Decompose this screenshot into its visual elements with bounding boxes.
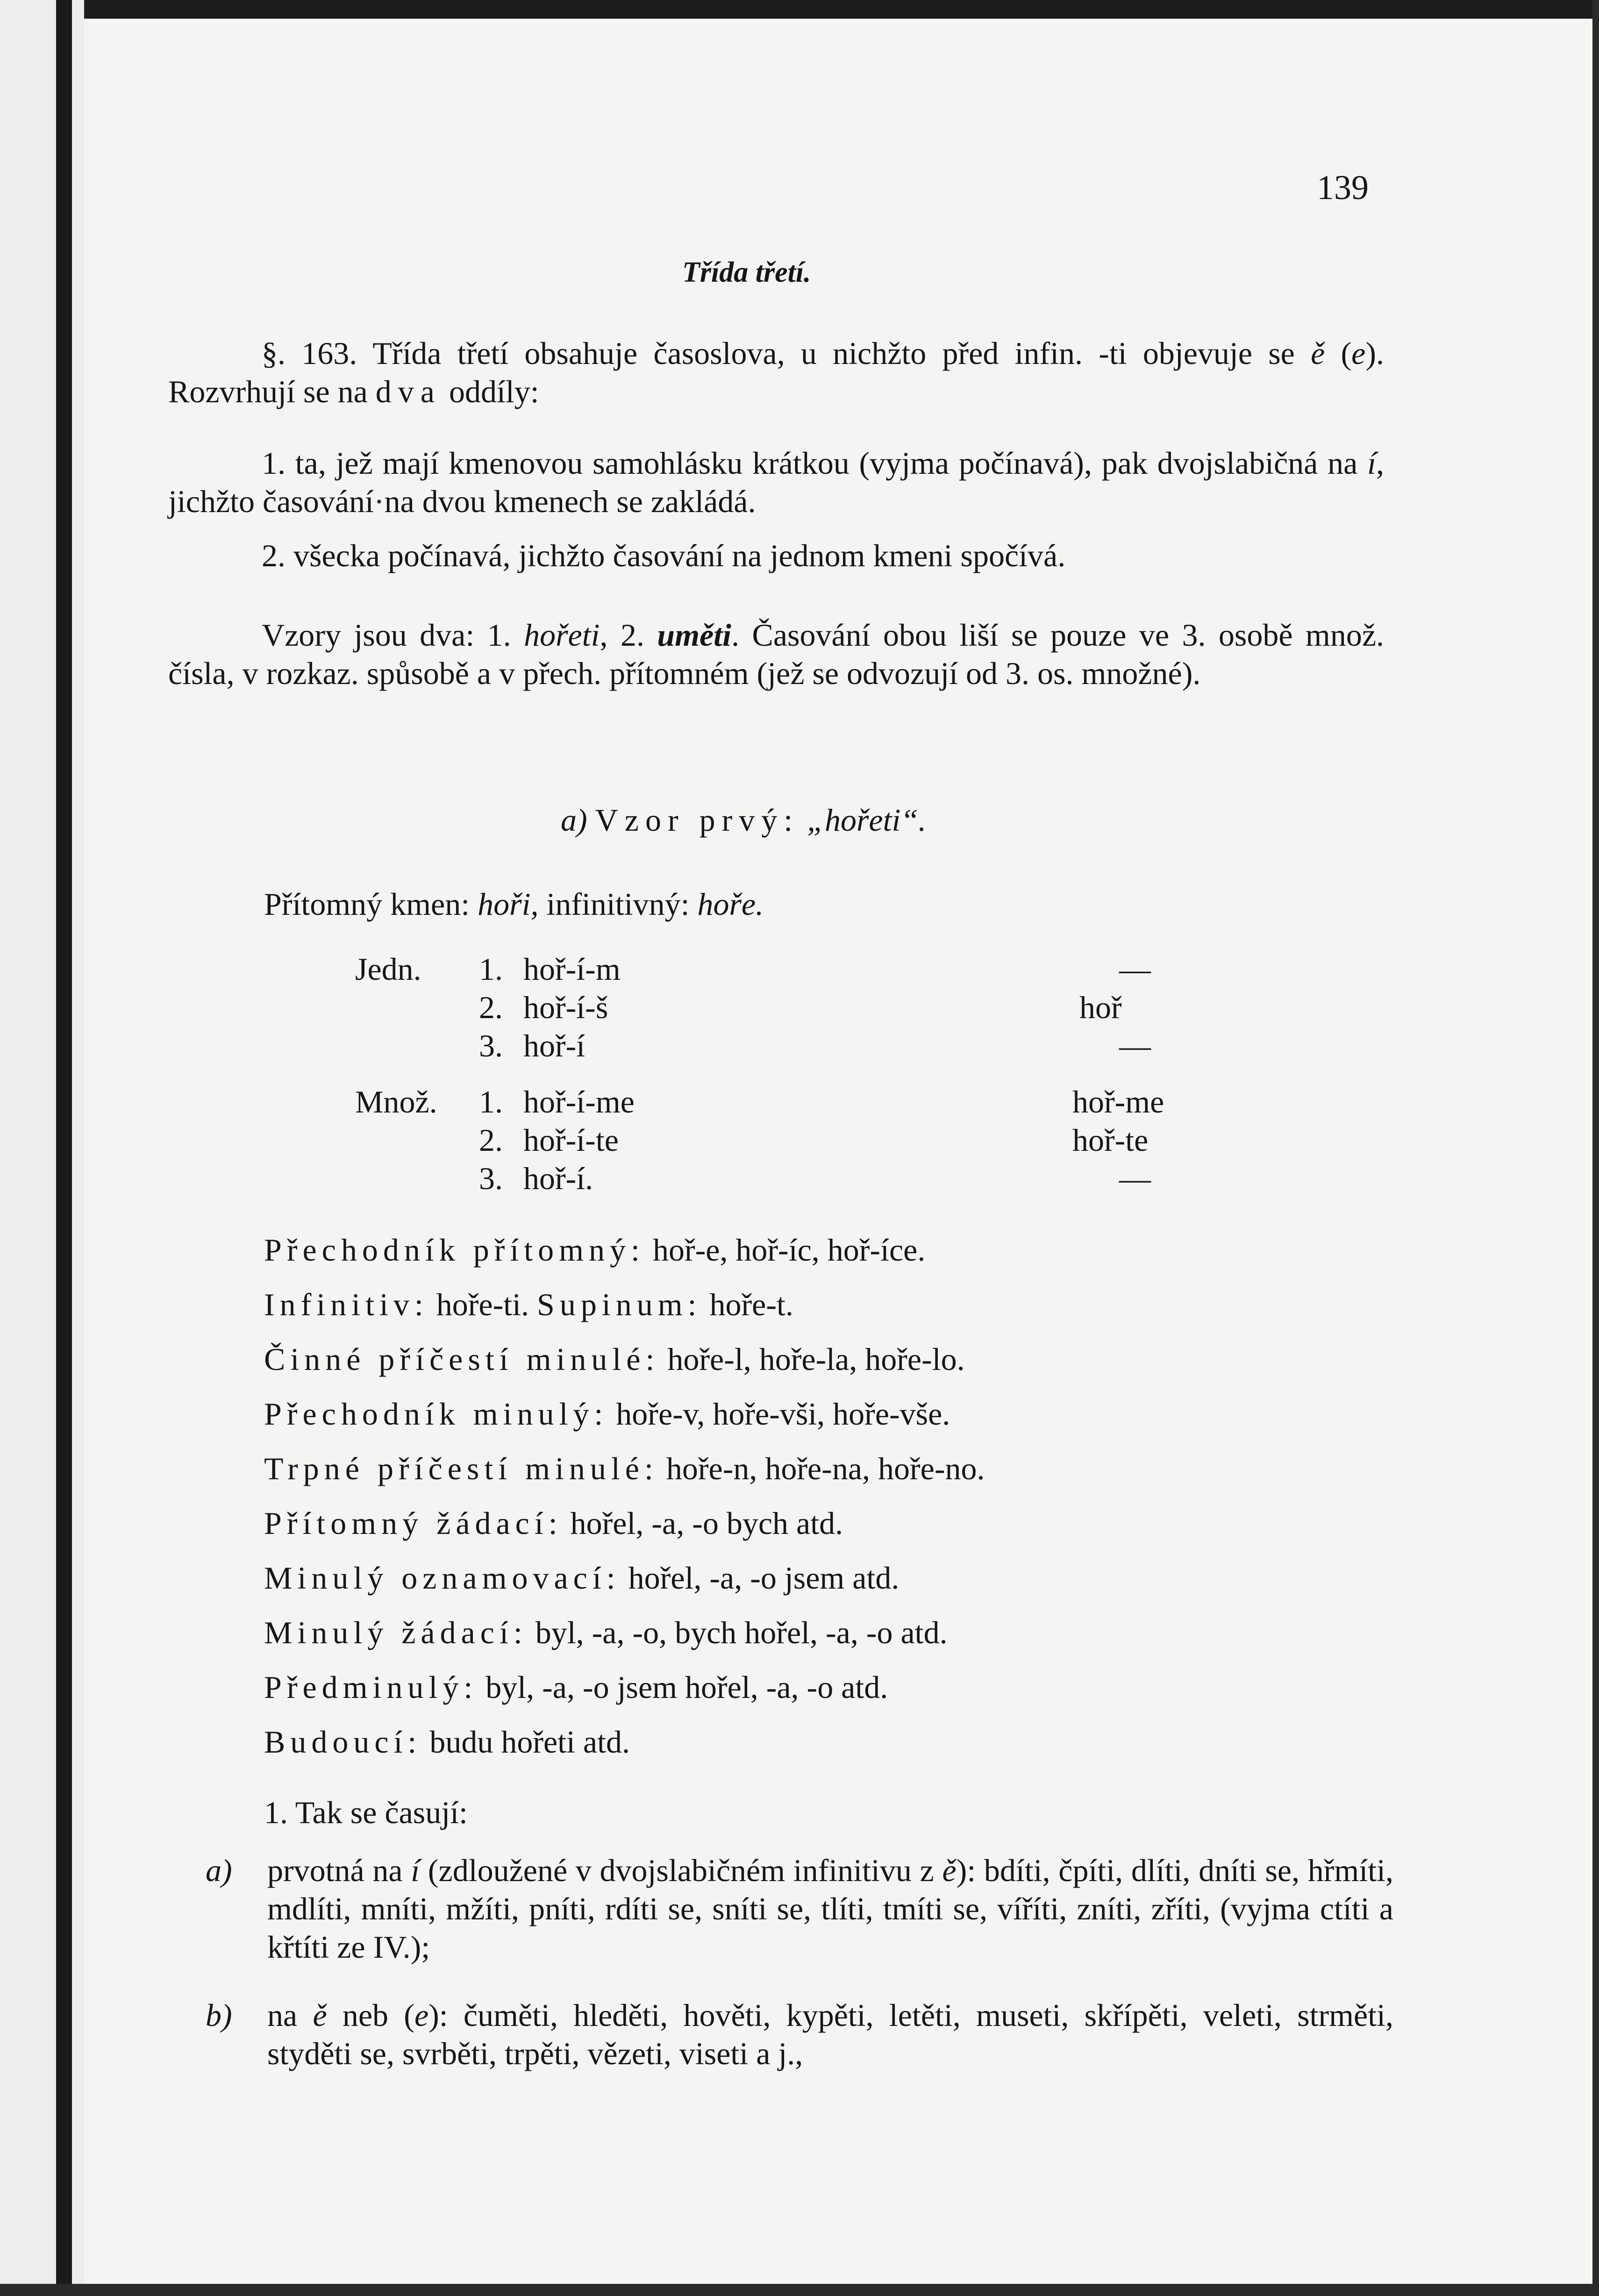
page-number: 139 xyxy=(1317,169,1369,207)
infinitive-stem-value: hoře. xyxy=(697,886,764,922)
pattern-heading xyxy=(561,802,926,839)
paradigm-row xyxy=(355,1160,1196,1198)
patterns-text: , 2. xyxy=(600,617,657,653)
intro-e: e xyxy=(1351,335,1366,371)
paradigm-group: Množ. xyxy=(355,1084,437,1119)
intro-text: ). Rozvrhují se na xyxy=(168,335,1384,409)
paradigm-row xyxy=(355,989,1196,1027)
list-text-part: ): bdíti, čpíti, dlíti, dníti se, hřmíti, mdlíti, mníti, mžíti, pníti, rdíti se, sníti se, tlíti, tmíti se, víříti, zníti, zříti, (vyjma ctíti a křtíti ze IV.); xyxy=(267,1853,1393,1965)
book-spine-shadow xyxy=(56,0,72,2296)
paradigm-imperative: hoř xyxy=(1079,990,1122,1025)
scan-right-border xyxy=(1592,0,1599,2296)
paradigm-person: 1. xyxy=(479,1084,503,1119)
list-text-italic: ě xyxy=(313,1997,327,2033)
verb-form-value: budu hořeti atd. xyxy=(429,1724,630,1760)
paradigm-form: hoř-í-me xyxy=(523,1084,635,1119)
intro-text: ( xyxy=(1325,335,1352,371)
verb-form-row xyxy=(264,1669,1385,1707)
list-text xyxy=(267,1851,1393,1966)
verb-form-row xyxy=(264,1286,1385,1325)
scan-bottom-border xyxy=(0,2284,1599,2296)
list-text-part: na xyxy=(267,1997,313,2033)
division-text: , jichžto časování·na dvou kmenech se zakládá. xyxy=(168,445,1384,519)
list-text-part: (zdloužené v dvojslabičném infinitivu z xyxy=(420,1853,942,1888)
scan-top-border xyxy=(0,0,1599,19)
verb-form-row xyxy=(264,1614,1385,1653)
verb-form-label: Infinitiv: xyxy=(264,1287,428,1322)
division-i: í xyxy=(1367,445,1376,481)
paradigm-form: hoř-í. xyxy=(523,1161,593,1196)
list-marker: b) xyxy=(206,1997,232,2033)
intro-text: §. 163. Třída třetí obsahuje časoslova, u nichžto před infin. -ti objevuje se xyxy=(262,335,1311,371)
paradigm-form: hoř-í-m xyxy=(523,951,621,987)
intro-e: ě xyxy=(1311,335,1325,371)
patterns-text: Vzory jsou dva: 1. xyxy=(262,617,524,653)
verb-form-value: hoře-v, hoře-vši, hoře-vše. xyxy=(616,1396,950,1432)
pattern-label: Vzor prvý: xyxy=(595,802,800,838)
paradigm-person: 3. xyxy=(479,1028,503,1063)
paradigm-person: 2. xyxy=(479,1122,503,1158)
paradigm-form: hoř-í-š xyxy=(523,990,608,1025)
stems-line xyxy=(264,886,764,923)
verb-form-row xyxy=(264,1396,1385,1434)
present-stem-value: hoři, xyxy=(478,886,539,922)
verb-form-row xyxy=(264,1724,1385,1762)
verb-form-value: hořel, -a, -o bych atd. xyxy=(570,1505,843,1541)
list-text-italic: e xyxy=(414,1997,429,2033)
verb-form-label: Činné příčestí minulé: xyxy=(264,1341,660,1377)
verb-form-value: hoř-e, hoř-íc, hoř-íce. xyxy=(652,1232,926,1268)
paradigm-person: 2. xyxy=(479,990,503,1025)
verb-form-value: byl, -a, -o, bych hořel, -a, -o atd. xyxy=(535,1615,948,1650)
intro-text: oddíly: xyxy=(441,374,539,409)
intro-paragraph xyxy=(168,334,1384,411)
patterns-text: . Časování obou liší se pouze ve 3. osobě množ. čísla, v rozkaz. spůsobě a v přech. přítomném (jež se odvozují od 3. os. množné). xyxy=(168,617,1385,691)
verb-form-value: hoře-l, hoře-la, hoře-lo. xyxy=(667,1341,965,1377)
paradigm-imperative: hoř-te xyxy=(1072,1122,1149,1158)
verb-form-value: byl, -a, -o jsem hořel, -a, -o atd. xyxy=(485,1669,888,1705)
paradigm-group: Jedn. xyxy=(355,951,421,987)
pattern-word: „hořeti“. xyxy=(807,802,927,838)
list-text-italic: í xyxy=(411,1853,420,1888)
list-text-part: prvotná na xyxy=(267,1853,411,1888)
division-text: 2. všecka počínavá, jichžto časování na jednom kmeni spočívá. xyxy=(262,538,1066,573)
list-text-part: neb ( xyxy=(327,1997,414,2033)
division-text: 1. ta, jež mají kmenovou samohlásku krátkou (vyjma počínavá), pak dvojslabičná na xyxy=(262,445,1368,481)
intro-spaced-word: dva xyxy=(375,374,441,409)
verb-form-value: hoře-n, hoře-na, hoře-no. xyxy=(666,1451,985,1486)
paradigm-form: hoř-í-te xyxy=(523,1122,619,1158)
paradigm-row xyxy=(355,951,1196,989)
paradigm-person: 1. xyxy=(479,951,503,987)
present-stem-label: Přítomný kmen: xyxy=(264,886,470,922)
verb-form-row xyxy=(264,1505,1385,1543)
list-text xyxy=(267,1996,1393,2073)
infinitive-stem-label: infinitivný: xyxy=(546,886,690,922)
list-text-part: ): čuměti, hleděti, hověti, kypěti, letěti, museti, skřípěti, veleti, strměti, styděti se, svrběti, trpěti, vězeti, viseti a j., xyxy=(267,1997,1394,2071)
verb-form-row xyxy=(264,1450,1385,1489)
verb-form-label: Budoucí: xyxy=(264,1724,422,1760)
verb-form-label: Předminulý: xyxy=(264,1669,478,1705)
verb-form-label: Supinum: xyxy=(537,1287,702,1322)
list-text-italic: ě xyxy=(942,1853,957,1888)
verb-form-label: Přítomný žádací: xyxy=(264,1505,563,1541)
verb-form-row xyxy=(264,1560,1385,1598)
paradigm-person: 3. xyxy=(479,1161,503,1196)
paradigm-row xyxy=(355,1027,1196,1066)
paradigm-row xyxy=(355,1122,1196,1160)
conjugated-heading: 1. Tak se časují: xyxy=(264,1795,468,1830)
verb-form-value: hořel, -a, -o jsem atd. xyxy=(628,1560,899,1596)
section-title: Třída třetí. xyxy=(682,257,811,288)
verb-form-row xyxy=(264,1341,1385,1379)
verb-form-label: Minulý žádací: xyxy=(264,1615,528,1650)
pattern-prefix: a) xyxy=(561,802,587,838)
patterns-paragraph xyxy=(168,616,1384,692)
pattern-word-horeti: hořeti xyxy=(524,617,600,653)
paradigm-imperative: — xyxy=(1119,1161,1151,1196)
paradigm-imperative: — xyxy=(1119,1028,1151,1063)
paradigm-imperative: hoř-me xyxy=(1072,1084,1164,1119)
verb-form-value: hoře-t. xyxy=(709,1287,793,1322)
list-marker: a) xyxy=(206,1853,232,1888)
division-two-paragraph xyxy=(168,536,1384,575)
verb-form-label: Minulý oznamovací: xyxy=(264,1560,621,1596)
verb-form-label: Trpné příčestí minulé: xyxy=(264,1451,658,1486)
division-one-paragraph xyxy=(168,444,1384,521)
paradigm-form: hoř-í xyxy=(523,1028,585,1063)
pattern-word-umeti: uměti xyxy=(657,617,732,653)
verb-form-row xyxy=(264,1232,1385,1270)
verb-form-value: hoře-ti. xyxy=(436,1287,529,1322)
verb-form-label: Přechodník minulý: xyxy=(264,1396,608,1432)
paradigm-row xyxy=(355,1084,1196,1122)
verb-form-label: Přechodník přítomný: xyxy=(264,1232,645,1268)
paradigm-imperative: — xyxy=(1119,951,1151,987)
